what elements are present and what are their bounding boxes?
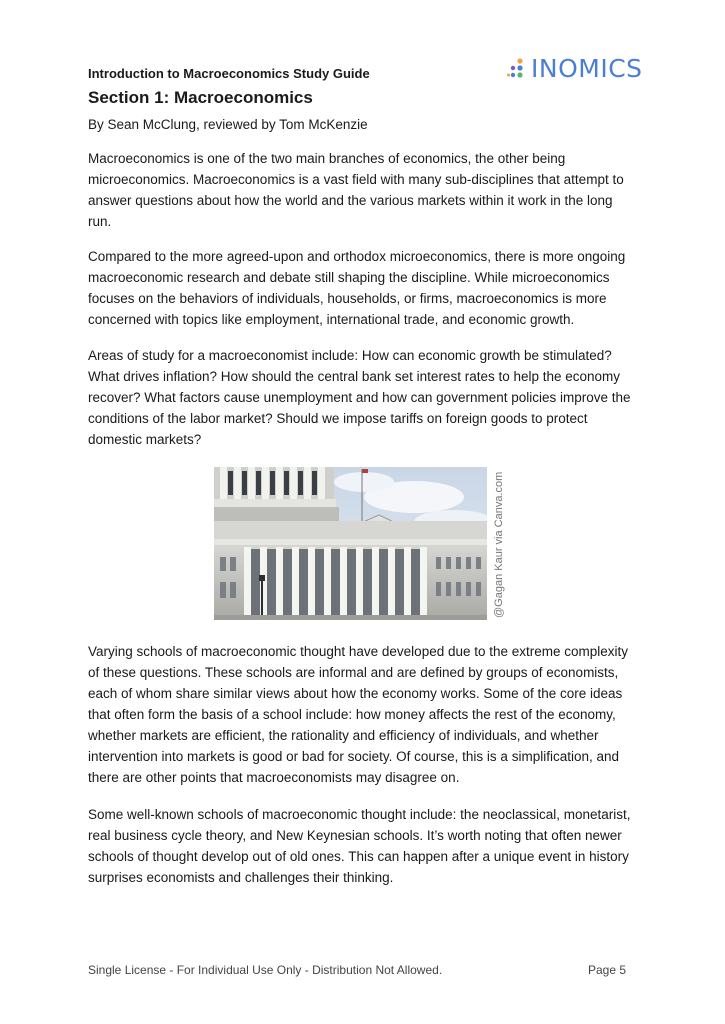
- paragraph: Some well-known schools of macroeconomic thought include: the neoclassical, monetarist, real business cycle theory, and New Keynesian schools. It’s worth noting that often newer schools of thought develop out of old ones. This can happen after a unique event in history surprises economists and challenges their thinking.: [88, 807, 631, 885]
- inomics-logo-mark-icon: [507, 57, 525, 79]
- capitol-building-photo: [214, 467, 487, 620]
- guide-title: Introduction to Macroeconomics Study Guide: [88, 66, 370, 81]
- section-title: Section 1: Macroeconomics: [88, 88, 313, 107]
- photo-credit: @Gagan Kaur via Canva.com: [493, 471, 505, 618]
- paragraph: Areas of study for a macroeconomist include: How can economic growth be stimulated? What drives inflation? How should the central bank set interest rates to help the economy recover? What factors cause unemployment and how can government policies improve the conditions of the labor market? Should we impose tariffs on foreign goods to protect domestic markets?: [88, 348, 631, 447]
- paragraph: Macroeconomics is one of the two main branches of economics, the other being microeconomics. Macroeconomics is a vast field with many sub-disciplines that attempt to answer questions about how the world and the various markets within it work in the long run.: [88, 151, 624, 229]
- byline: By Sean McClung, reviewed by Tom McKenzie: [88, 117, 368, 132]
- license-notice: Single License - For Individual Use Only - Distribution Not Allowed.: [88, 963, 443, 977]
- paragraph: Compared to the more agreed-upon and orthodox microeconomics, there is more ongoing macroeconomic research and debate still shaping the discipline. While microeconomics focuses on the behaviors of individuals, households, or firms, macroeconomics is more concerned with topics like employment, international trade, and economic growth.: [88, 249, 626, 327]
- page-number: Page 5: [588, 963, 627, 977]
- logo-text: INOMICS: [531, 53, 643, 83]
- paragraph: Varying schools of macroeconomic thought have developed due to the extreme complexity of these questions. These schools are informal and are defined by groups of economists, each of whom share similar views about how the economy works. Some of the core ideas that often form the basis of a school include: how money affects the rest of the economy, whether markets are efficient, the rationality and efficiency of individuals, and whether intervention into markets is good or bad for society. Of course, this is a simplification, and there are other points that macroeconomists may disagree on.: [88, 644, 629, 785]
- inomics-logo: [507, 52, 643, 84]
